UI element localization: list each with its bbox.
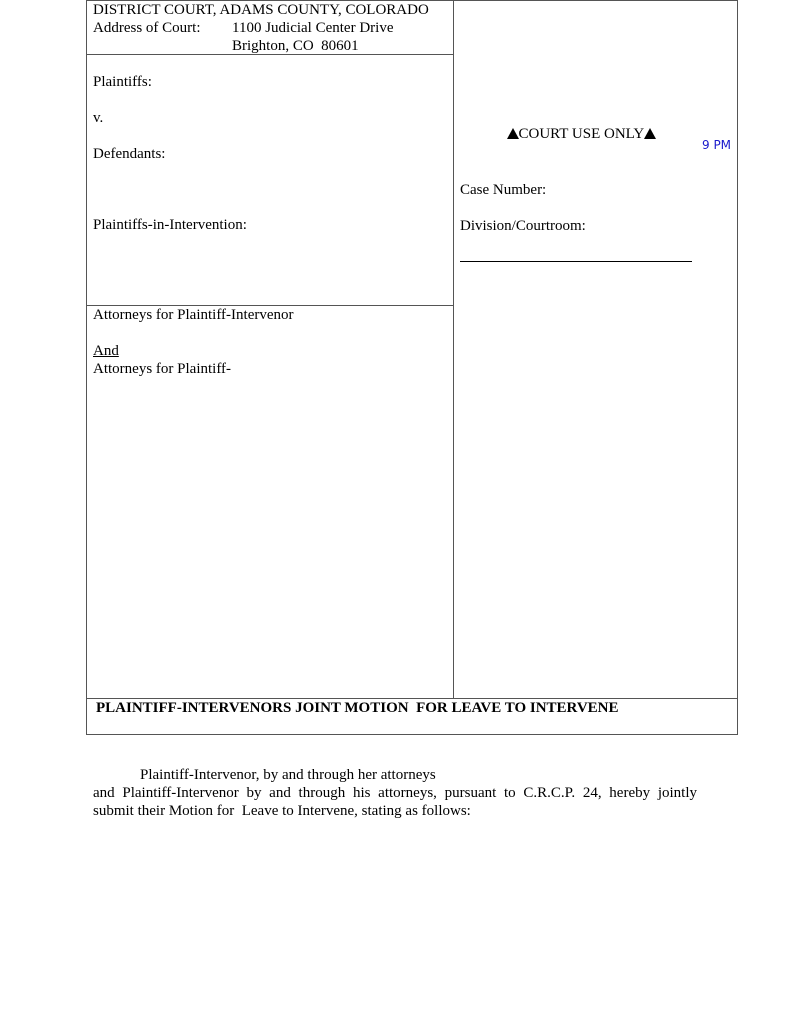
- caption-center-divider: [453, 0, 454, 698]
- plaintiffs-in-intervention-label: Plaintiffs-in-Intervention:: [93, 217, 247, 233]
- court-name: DISTRICT COURT, ADAMS COUNTY, COLORADO: [93, 2, 429, 18]
- attorneys-plaintiff-label: Attorneys for Plaintiff-: [93, 361, 232, 377]
- caption-bottom-border: [86, 734, 738, 735]
- case-number-label: Case Number:: [460, 182, 547, 198]
- document-title: PLAINTIFF-INTERVENORS JOINT MOTION FOR LEAVE TO INTERVENE: [96, 700, 619, 716]
- attorneys-intervenor-label: Attorneys for Plaintiff-Intervenor: [93, 307, 294, 323]
- address-line-2: Brighton, CO 80601: [232, 38, 359, 54]
- address-label: Address of Court:: [93, 20, 201, 36]
- address-line-1: 1100 Judicial Center Drive: [232, 20, 394, 36]
- triangle-up-icon: [507, 128, 519, 139]
- caption-right-border: [737, 0, 738, 735]
- court-use-only-block: [499, 107, 656, 143]
- division-courtroom-label: Division/Courtroom:: [460, 218, 586, 234]
- and-label: And: [93, 343, 119, 359]
- plaintiffs-label: Plaintiffs:: [93, 74, 152, 90]
- caption-left-border: [86, 0, 87, 735]
- defendants-label: Defendants:: [93, 146, 166, 162]
- body-line-1: Plaintiff-Intervenor, by and through her attorneys: [140, 767, 436, 783]
- time-note: 9 PM: [702, 138, 732, 152]
- body-line-3: submit their Motion for Leave to Intervene, stating as follows:: [93, 803, 471, 819]
- body-line-2: and Plaintiff-Intervenor by and through his attorneys, pursuant to C.R.C.P. 24, hereby jointly: [93, 785, 697, 801]
- signature-line: [460, 261, 692, 262]
- versus-label: v.: [93, 110, 104, 126]
- triangle-up-icon: [644, 128, 656, 139]
- court-use-only-label: COURT USE ONLY: [518, 126, 645, 142]
